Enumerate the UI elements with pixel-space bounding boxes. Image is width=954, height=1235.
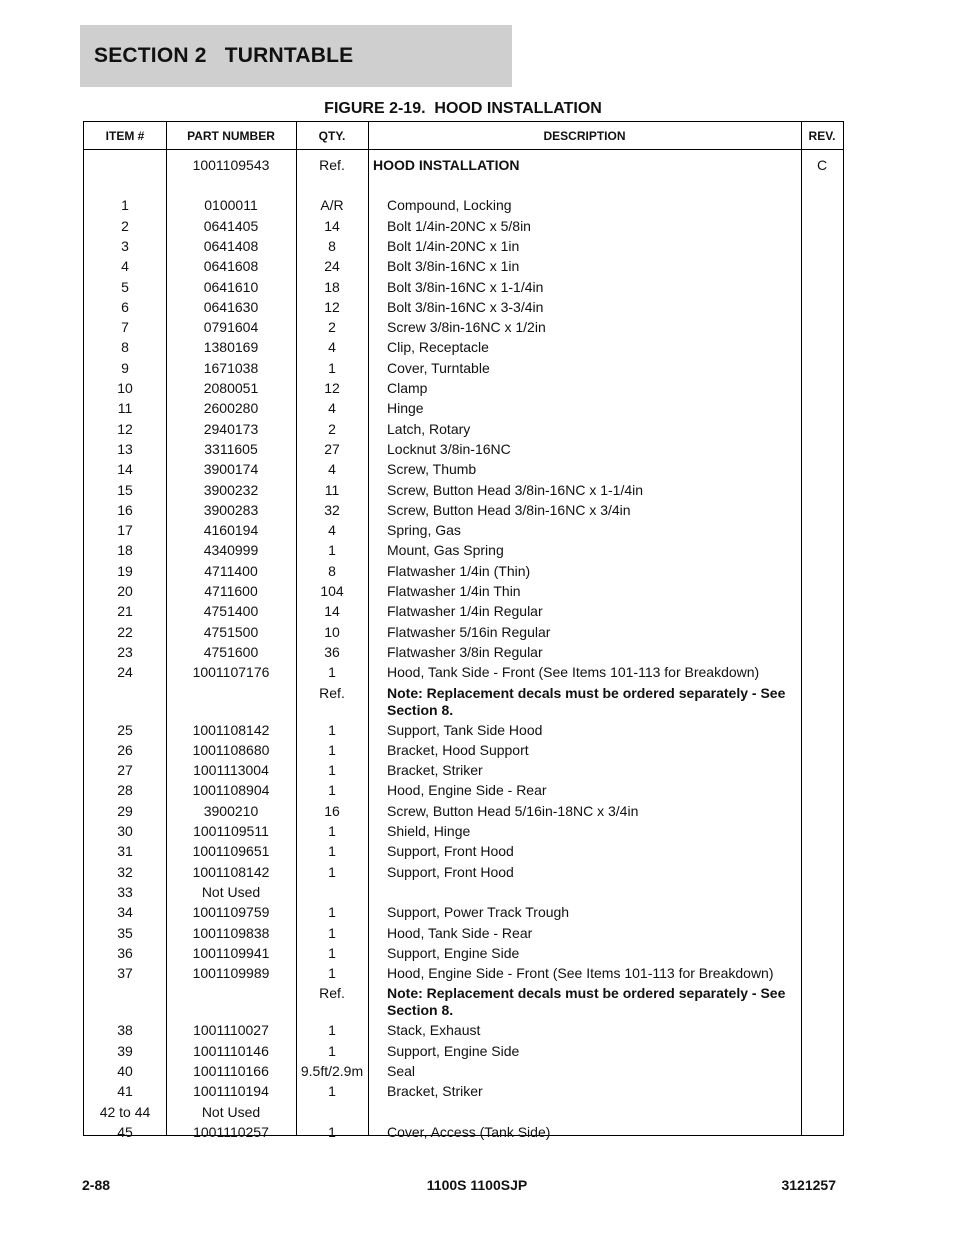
quantity: 1 [328,823,336,839]
model-number: 1100S 1100SJP [426,1177,528,1193]
description: Screw, Button Head 5/16in-18NC x 3/4in [387,802,639,819]
item-number: 35 [117,924,133,941]
part-number: 4751600 [203,643,259,660]
quantity: 16 [324,802,340,819]
item-number: 32 [117,863,133,880]
item-number: 34 [117,904,133,921]
quantity: 9.5ft/2.9m [300,1063,364,1079]
item-number: 39 [117,1042,133,1059]
quantity: 1 [328,542,336,559]
description: Support, Front Hood [387,863,514,880]
quantity: 4 [328,522,336,539]
description: Screw 3/8in-16NC x 1/2in [387,319,546,336]
header-part-number: PART NUMBER [187,128,275,143]
part-number: 1001108142 [192,721,270,738]
part-number: 1001110146 [193,1042,269,1059]
part-number: 0641608 [203,258,259,275]
part-number: 1001110166 [193,1063,269,1079]
header-rev: REV. [808,128,836,143]
part-number: Not Used [201,1103,261,1120]
part-number: 1001113004 [193,762,269,779]
description: Note: Replacement decals must be ordered separately - See Section 8. [387,985,786,1019]
part-number: 1001109989 [192,965,270,982]
quantity: A/R [320,197,344,214]
item-number: 11 [117,400,133,417]
quantity: 2 [328,319,336,336]
part-number: 0641408 [203,237,259,254]
part-number: 4711400 [204,562,258,579]
part-number: 2600280 [203,400,259,417]
item-number: 19 [117,562,133,579]
part-number: 1001109543 [192,157,270,173]
quantity: 1 [328,863,336,880]
description: Flatwasher 3/8in Regular [387,643,543,660]
part-number: 1001110194 [193,1083,269,1100]
item-number: 45 [117,1123,133,1140]
item-number: 16 [117,501,133,518]
part-number: 1001109941 [192,944,270,961]
part-number: 3311605 [204,440,258,457]
quantity: 1 [328,359,336,376]
quantity: 36 [324,643,340,660]
quantity: 1 [328,1042,336,1059]
quantity: 1 [328,664,336,681]
part-number: 4160194 [203,522,259,539]
item-number: 38 [117,1022,133,1039]
description: Hood, Engine Side - Front (See Items 101-113 for Breakdown) [387,965,774,982]
quantity: 14 [324,217,340,234]
part-number: 4340999 [203,542,259,559]
description: Bolt 1/4in-20NC x 1in [387,237,520,254]
part-number: 4751500 [203,623,259,640]
quantity: 24 [324,258,340,275]
description: Bracket, Striker [387,1083,483,1100]
section-title: SECTION 2 TURNTABLE [94,44,354,67]
quantity: 14 [324,603,340,620]
quantity: 1 [328,944,336,961]
part-number: 1001109511 [193,823,269,839]
part-number: 0641405 [203,217,259,234]
part-number: 2940173 [203,420,259,437]
quantity: 12 [324,298,340,315]
description: Cover, Turntable [387,359,490,376]
description: Mount, Gas Spring [387,542,504,559]
description: Latch, Rotary [387,420,471,437]
item-number: 13 [117,440,133,457]
description: Clamp [387,380,428,396]
description: Bolt 3/8in-16NC x 3-3/4in [387,298,544,315]
part-number: 1001107176 [192,664,270,681]
description: Support, Front Hood [387,843,514,860]
item-number: 12 [117,420,133,437]
quantity: 1 [328,782,336,799]
part-number: 3900174 [203,461,259,478]
quantity: 1 [328,1123,336,1140]
item-number: 22 [117,623,133,640]
part-number: 3900283 [203,501,259,518]
description: Stack, Exhaust [387,1022,481,1039]
item-number: 9 [121,359,129,376]
description: Screw, Button Head 3/8in-16NC x 3/4in [387,501,631,518]
description: Clip, Receptacle [387,339,489,356]
description: Bolt 3/8in-16NC x 1-1/4in [387,278,544,295]
part-number: 4711600 [204,583,258,599]
part-number: 1001110027 [193,1022,269,1039]
quantity: 1 [328,965,336,982]
quantity: 11 [324,481,340,498]
item-number: 14 [117,461,133,478]
description: Hood, Tank Side - Front (See Items 101-113 for Breakdown) [387,664,760,681]
part-number: 4751400 [203,603,259,620]
revision: C [816,157,828,173]
item-number: 40 [117,1063,133,1079]
quantity: 4 [328,400,336,417]
header-qty: QTY. [318,128,346,143]
quantity: 1 [328,843,336,860]
item-number: 33 [117,883,133,900]
item-number: 29 [117,802,133,819]
description: Locknut 3/8in-16NC [387,440,511,457]
description: Note: Replacement decals must be ordered separately - See Section 8. [387,684,786,718]
quantity: 4 [328,461,336,478]
item-number: 15 [117,481,133,498]
part-number: 1001108680 [192,741,270,758]
item-number: 18 [117,542,133,559]
quantity: 4 [328,339,336,356]
part-number: 0641630 [203,298,259,315]
item-number: 25 [117,721,133,738]
item-number: 42 to 44 [99,1103,151,1120]
description: Support, Engine Side [387,1042,520,1059]
item-number: 4 [121,258,129,275]
quantity: 27 [324,440,340,457]
quantity: 12 [324,380,340,396]
quantity: 1 [328,1083,336,1100]
description: Bracket, Striker [387,762,483,779]
part-number: 1001109759 [192,904,270,921]
description: Seal [387,1063,416,1079]
item-number: 7 [121,319,129,336]
quantity: 104 [320,583,344,599]
description: Compound, Locking [387,197,512,214]
part-number: 0791604 [203,319,259,336]
part-number: 1671038 [203,359,259,376]
quantity: Ref. [319,157,345,173]
part-number: 1001109838 [192,924,270,941]
part-number: 1001109651 [192,843,270,860]
item-number: 23 [117,643,133,660]
item-number: 24 [117,664,133,681]
part-number: Not Used [201,883,261,900]
item-number: 2 [121,217,129,234]
part-number: 1001108904 [192,782,270,799]
header-description: DESCRIPTION [543,128,626,143]
item-number: 10 [117,380,133,396]
item-number: 8 [121,339,129,356]
item-number: 20 [117,583,133,599]
item-number: 30 [117,823,133,839]
quantity: 1 [328,904,336,921]
part-number: 0100011 [204,197,258,214]
description: Cover, Access (Tank Side) [387,1123,551,1140]
item-number: 26 [117,741,133,758]
quantity: 8 [328,562,336,579]
page-number: 2-88 [82,1177,111,1193]
header-item: ITEM # [105,128,145,143]
part-number: 0641610 [203,278,259,295]
item-number: 27 [117,762,133,779]
description: Flatwasher 1/4in Thin [387,583,521,599]
quantity: 1 [328,741,336,758]
item-number: 37 [117,965,133,982]
item-number: 31 [117,843,133,860]
description: Flatwasher 1/4in (Thin) [387,562,531,579]
quantity: 2 [328,420,336,437]
part-number: 1001110257 [193,1123,269,1140]
figure-title: FIGURE 2-19. HOOD INSTALLATION [324,100,602,117]
description: Hood, Tank Side - Rear [387,924,533,941]
description: Screw, Thumb [387,461,477,478]
item-number: 21 [117,603,133,620]
quantity: 1 [328,924,336,941]
description: Support, Power Track Trough [387,904,570,921]
description: Flatwasher 5/16in Regular [387,623,551,640]
quantity: 8 [328,237,336,254]
part-number: 2080051 [203,380,259,396]
quantity: Ref. [319,684,345,701]
section-banner [80,25,512,87]
description: Bolt 3/8in-16NC x 1in [387,258,520,275]
description: Bracket, Hood Support [387,741,529,758]
part-number: 3900232 [203,481,259,498]
description: HOOD INSTALLATION [373,157,520,173]
quantity: 32 [324,501,340,518]
quantity: 1 [328,762,336,779]
item-number: 1 [121,197,129,214]
item-number: 3 [121,237,129,254]
parts-table [83,121,844,1140]
item-number: 6 [121,298,129,315]
item-number: 5 [121,278,129,295]
quantity: 1 [328,1022,336,1039]
description: Shield, Hinge [387,823,471,839]
item-number: 17 [117,522,133,539]
part-number: 3900210 [203,802,259,819]
part-number: 1380169 [203,339,259,356]
quantity: 18 [324,278,340,295]
header-divider [84,149,843,150]
description: Support, Engine Side [387,944,520,961]
document-number: 3121257 [781,1177,836,1193]
description: Hinge [387,400,424,417]
description: Bolt 1/4in-20NC x 5/8in [387,217,531,234]
quantity: 10 [324,623,340,640]
description: Support, Tank Side Hood [387,721,543,738]
quantity: Ref. [319,985,345,1002]
item-number: 36 [117,944,133,961]
column-divider [801,122,802,1135]
part-number: 1001108142 [192,863,270,880]
item-number: 41 [117,1083,133,1100]
description: Hood, Engine Side - Rear [387,782,547,799]
quantity: 1 [328,721,336,738]
item-number: 28 [117,782,133,799]
description: Spring, Gas [387,522,461,539]
column-divider [368,122,369,1135]
description: Flatwasher 1/4in Regular [387,603,543,620]
description: Screw, Button Head 3/8in-16NC x 1-1/4in [387,481,644,498]
